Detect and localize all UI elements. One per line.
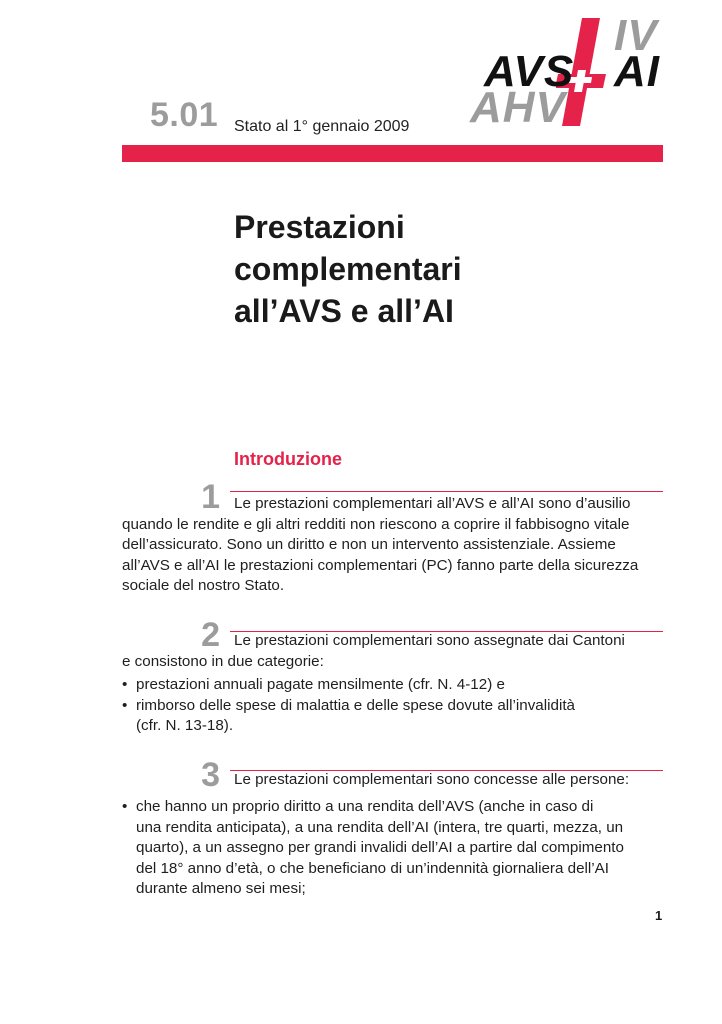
paragraph-line: sociale del nostro Stato. [122,577,285,594]
section-1-paragraph [122,494,663,597]
section-heading-introduzione: Introduzione [234,449,342,469]
list-item-text: una rendita anticipata), a una rendita dell’AI (intera, tre quarti, mezza, un [136,818,624,836]
header-red-band [122,145,663,162]
page-title [234,206,462,332]
section-divider [230,491,663,492]
logo-avs-text: AVS [484,47,575,96]
section-number: 1 [201,478,220,516]
status-date: Stato al 1° gennaio 2009 [234,118,410,135]
page-number: 1 [655,908,663,923]
list-item-text: quarto), a un assegno per grandi invalidi dell’AI a partire dal compimento [136,839,624,856]
paragraph-line: quando le rendite e gli altri redditi non riescono a coprire il fabbisogno vitale [122,515,630,533]
section-2-bullet-list [122,675,663,737]
logo-ahv-text: AHV [470,83,566,132]
paragraph-line: Le prestazioni complementari sono assegnate dai Cantoni [234,632,625,649]
section-number: 2 [201,616,220,654]
paragraph-line: Le prestazioni complementari all’AVS e all’AI sono d’ausilio [234,495,631,512]
list-item-text: durante almeno sei mesi; [136,880,306,897]
section-3-bullet-list [122,797,663,900]
section-2-paragraph [122,631,663,672]
paragraph-line: Le prestazioni complementari sono concesse alle persone: [234,771,630,788]
document-number: 5.01 [150,96,219,134]
title-line: Prestazioni [234,209,405,245]
logo-ai-text: AI [614,47,660,96]
title-line: complementari [234,251,462,287]
paragraph-line: dell’assicurato. Sono un diritto e non un intervento assistenziale. Assieme [122,536,616,553]
list-item [122,675,663,696]
list-item-text: che hanno un proprio diritto a una rendita dell’AVS (anche in caso di [136,798,594,815]
section-number: 3 [201,756,220,794]
paragraph-line: all’AVS e all’AI le prestazioni complementari (PC) fanno parte della sicurezza [122,556,639,574]
list-item-text: prestazioni annuali pagate mensilmente (cfr. N. 4-12) e [136,676,505,693]
list-item-text: rimborso delle spese di malattia e delle spese dovute all’invalidità [136,696,575,714]
list-item-text: del 18° anno d’età, o che beneficiano di un’indennità giornaliera dell’AI [136,859,610,877]
logo-iv-text: IV [614,11,658,60]
list-item [122,696,663,737]
avs-ai-logo [470,11,670,132]
list-item-text: (cfr. N. 13-18). [136,717,234,734]
title-line: all’AVS e all’AI [234,293,454,329]
paragraph-line: e consistono in due categorie: [122,652,324,670]
list-item [122,797,663,900]
section-3-paragraph [122,770,663,791]
